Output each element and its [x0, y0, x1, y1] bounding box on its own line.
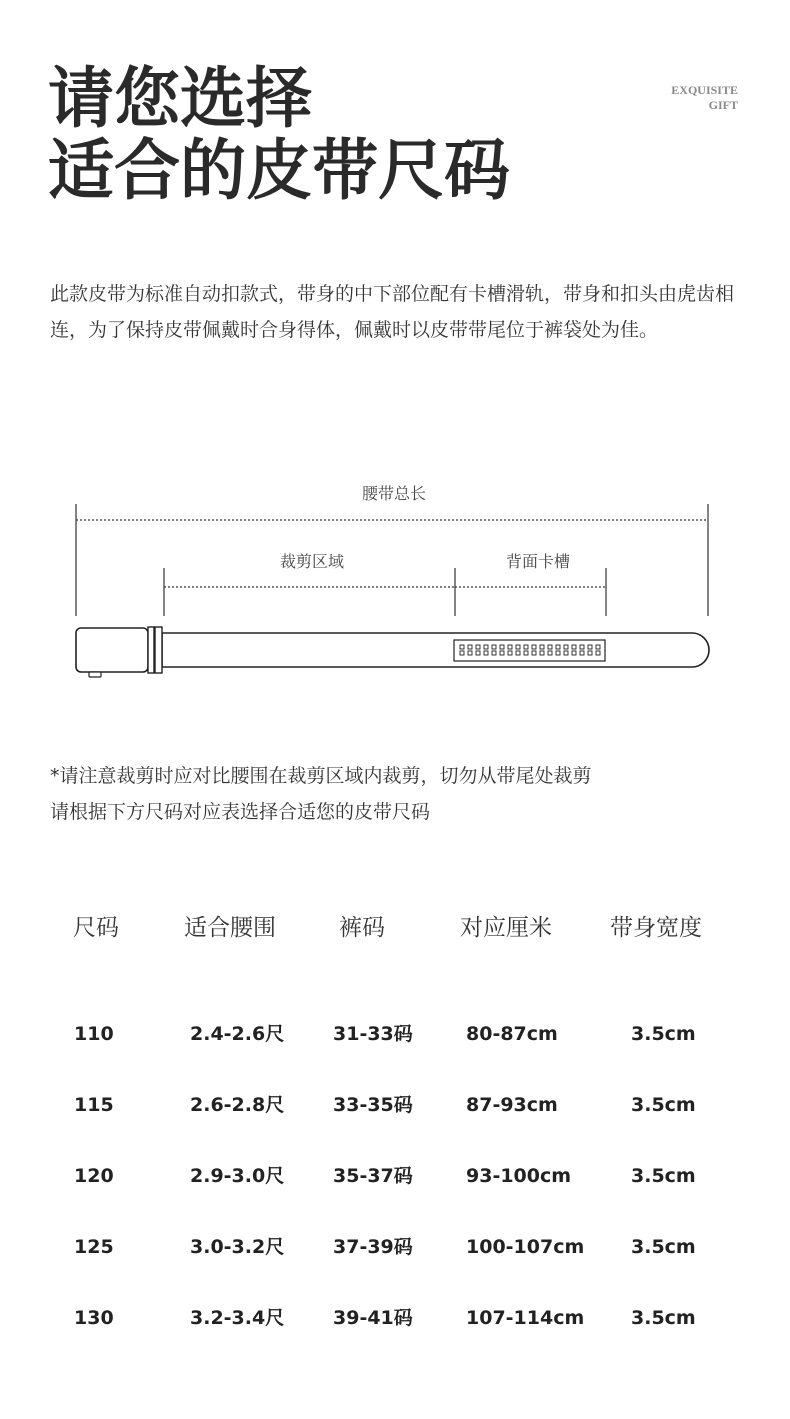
belt-diagram — [0, 470, 790, 690]
belt-strap — [162, 633, 709, 667]
belt-buckle — [76, 628, 148, 672]
cell-waist: 2.4-2.6尺 — [190, 1023, 285, 1045]
size-table — [0, 898, 790, 1329]
back-slot-label: 背面卡槽 — [505, 552, 571, 571]
cell-width: 3.5cm — [631, 1307, 696, 1329]
cell-cm: 100-107cm — [466, 1236, 585, 1258]
cell-waist: 3.0-3.2尺 — [190, 1236, 285, 1258]
badge-line-1: EXQUISITE — [671, 83, 738, 97]
badge-line-2: GIFT — [708, 98, 738, 112]
header-cm: 对应厘米 — [460, 915, 552, 941]
buckle-clip-outer — [148, 627, 154, 673]
note-line-1: *请注意裁剪时应对比腰围在裁剪区域内裁剪，切勿从带尾处裁剪 — [50, 765, 592, 787]
cell-waist: 2.6-2.8尺 — [190, 1094, 285, 1116]
cell-size: 125 — [74, 1236, 114, 1258]
cell-waist: 2.9-3.0尺 — [190, 1165, 285, 1187]
table-row — [0, 1253, 790, 1329]
cell-width: 3.5cm — [631, 1023, 696, 1045]
cell-pants-size: 31-33码 — [333, 1023, 413, 1045]
back-slot-rail — [454, 640, 605, 661]
total-length-label: 腰带总长 — [361, 484, 427, 503]
cell-cm: 93-100cm — [466, 1165, 572, 1187]
cell-waist: 3.2-3.4尺 — [190, 1307, 285, 1329]
cut-area-label: 裁剪区域 — [279, 552, 345, 571]
cell-cm: 87-93cm — [466, 1094, 558, 1116]
buckle-tab — [89, 672, 101, 677]
page-title — [48, 59, 510, 209]
cell-pants-size: 35-37码 — [333, 1165, 413, 1187]
cell-size: 130 — [74, 1307, 114, 1329]
cell-width: 3.5cm — [631, 1165, 696, 1187]
cell-cm: 80-87cm — [466, 1023, 558, 1045]
header-pants-size: 裤码 — [339, 915, 385, 941]
cell-pants-size: 37-39码 — [333, 1236, 413, 1258]
intro-paragraph: 此款皮带为标准自动扣款式，带身的中下部位配有卡槽滑轨，带身和扣头由虎齿相连，为了保持皮带佩戴时合身得体，佩戴时以皮带带尾位于裤袋处为佳。 — [50, 283, 735, 341]
cell-size: 120 — [74, 1165, 114, 1187]
cell-size: 110 — [74, 1023, 114, 1045]
buckle-clip-inner — [155, 627, 162, 673]
header-waist: 适合腰围 — [184, 915, 276, 941]
cell-size: 115 — [74, 1094, 114, 1116]
table-row — [0, 969, 790, 1045]
table-row — [0, 1040, 790, 1116]
table-header-row — [0, 898, 790, 969]
title-line-2: 适合的皮带尺码 — [48, 131, 510, 209]
header-size: 尺码 — [73, 915, 119, 941]
cell-pants-size: 33-35码 — [333, 1094, 413, 1116]
table-row — [0, 1182, 790, 1258]
cell-width: 3.5cm — [631, 1094, 696, 1116]
cell-cm: 107-114cm — [466, 1307, 585, 1329]
note-line-2: 请根据下方尺码对应表选择合适您的皮带尺码 — [50, 801, 431, 823]
cell-width: 3.5cm — [631, 1236, 696, 1258]
notes — [50, 758, 592, 830]
header-width: 带身宽度 — [610, 915, 702, 941]
title-line-1: 请您选择 — [48, 59, 312, 137]
cell-pants-size: 39-41码 — [333, 1307, 413, 1329]
table-row — [0, 1111, 790, 1187]
exquisite-gift-badge — [671, 83, 738, 113]
